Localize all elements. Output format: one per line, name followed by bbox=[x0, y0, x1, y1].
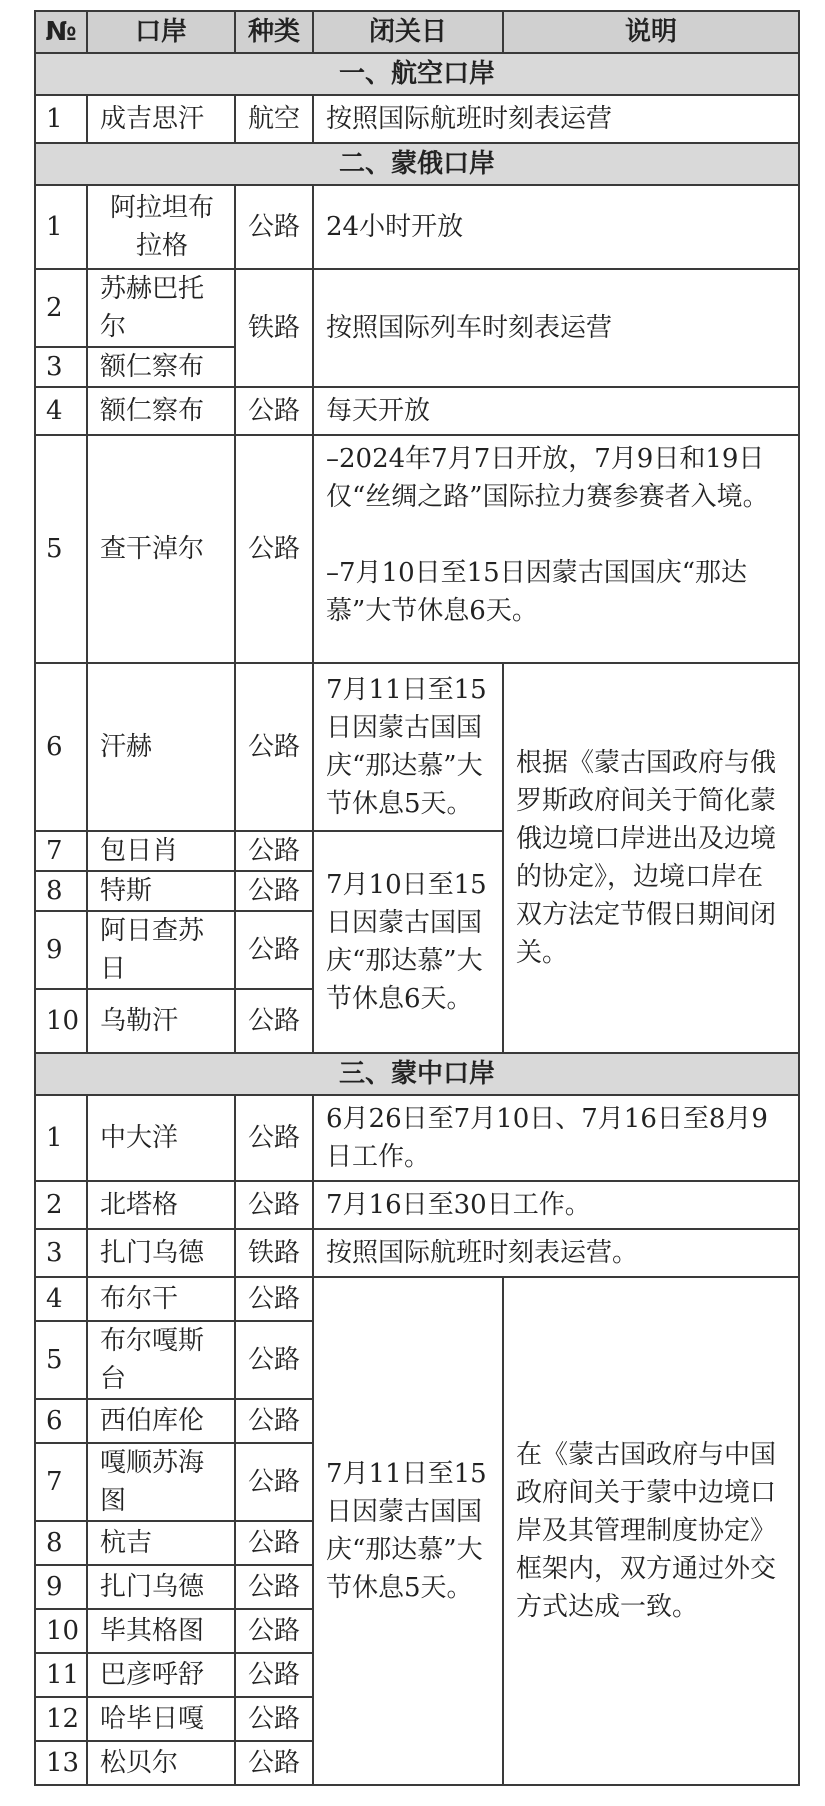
port-name: 额仁察布 bbox=[87, 387, 235, 435]
border-ports-table bbox=[34, 10, 800, 1786]
row-number: 3 bbox=[35, 1229, 87, 1277]
row-number: 2 bbox=[35, 1181, 87, 1229]
table-row bbox=[35, 1277, 799, 1321]
port-name: 包日肖 bbox=[87, 831, 235, 871]
row-number: 8 bbox=[35, 1521, 87, 1565]
port-name: 扎门乌德 bbox=[87, 1229, 235, 1277]
table-row bbox=[35, 185, 799, 269]
closing-note: 7月10日至15日因蒙古国国庆“那达慕”大节休息6天。 bbox=[313, 831, 503, 1053]
port-name: 巴彦呼舒 bbox=[87, 1653, 235, 1697]
port-name: 阿拉坦布拉格 bbox=[87, 185, 235, 269]
port-type: 公路 bbox=[235, 1321, 313, 1399]
port-type: 铁路 bbox=[235, 269, 313, 387]
port-type: 公路 bbox=[235, 1609, 313, 1653]
header-row bbox=[35, 11, 799, 53]
port-name: 布尔干 bbox=[87, 1277, 235, 1321]
row-number: 6 bbox=[35, 663, 87, 831]
row-number: 7 bbox=[35, 831, 87, 871]
closing-note: 按照国际航班时刻表运营 bbox=[313, 95, 799, 143]
port-name: 苏赫巴托尔 bbox=[87, 269, 235, 347]
port-type: 公路 bbox=[235, 989, 313, 1053]
row-number: 12 bbox=[35, 1697, 87, 1741]
row-number: 8 bbox=[35, 871, 87, 911]
port-type: 公路 bbox=[235, 1181, 313, 1229]
row-number: 13 bbox=[35, 1741, 87, 1785]
section-row bbox=[35, 143, 799, 185]
header-closing: 闭关日 bbox=[313, 11, 503, 53]
row-number: 6 bbox=[35, 1399, 87, 1443]
port-name: 哈毕日嘎 bbox=[87, 1697, 235, 1741]
table-row bbox=[35, 1095, 799, 1181]
port-type: 公路 bbox=[235, 435, 313, 663]
port-type: 公路 bbox=[235, 871, 313, 911]
port-name: 阿日查苏日 bbox=[87, 911, 235, 989]
port-name: 西伯库伦 bbox=[87, 1399, 235, 1443]
port-name: 汗赫 bbox=[87, 663, 235, 831]
closing-note-paragraph: –2024年7月7日开放，7月9日和19日仅“丝绸之路”国际拉力赛参赛者入境。 bbox=[326, 444, 769, 512]
row-number: 4 bbox=[35, 1277, 87, 1321]
table-row bbox=[35, 1229, 799, 1277]
port-name: 乌勒汗 bbox=[87, 989, 235, 1053]
port-type: 公路 bbox=[235, 1565, 313, 1609]
port-type: 公路 bbox=[235, 911, 313, 989]
port-type: 公路 bbox=[235, 831, 313, 871]
row-number: 9 bbox=[35, 1565, 87, 1609]
row-number: 7 bbox=[35, 1443, 87, 1521]
section-row bbox=[35, 1053, 799, 1095]
port-type: 公路 bbox=[235, 185, 313, 269]
row-number: 11 bbox=[35, 1653, 87, 1697]
section-title-russia: 二、蒙俄口岸 bbox=[35, 143, 799, 185]
port-name: 额仁察布 bbox=[87, 347, 235, 387]
row-number: 9 bbox=[35, 911, 87, 989]
port-type: 公路 bbox=[235, 1399, 313, 1443]
row-number: 5 bbox=[35, 435, 87, 663]
row-number: 3 bbox=[35, 347, 87, 387]
port-name: 特斯 bbox=[87, 871, 235, 911]
header-type: 种类 bbox=[235, 11, 313, 53]
port-type: 公路 bbox=[235, 1653, 313, 1697]
port-name: 成吉思汗 bbox=[87, 95, 235, 143]
closing-note: 7月11日至15日因蒙古国国庆“那达慕”大节休息5天。 bbox=[313, 663, 503, 831]
port-type: 公路 bbox=[235, 663, 313, 831]
closing-note: 按照国际航班时刻表运营。 bbox=[313, 1229, 799, 1277]
port-type: 公路 bbox=[235, 1697, 313, 1741]
port-type: 公路 bbox=[235, 1443, 313, 1521]
port-type: 公路 bbox=[235, 1521, 313, 1565]
closing-note bbox=[313, 435, 799, 663]
table-row bbox=[35, 269, 799, 347]
header-port: 口岸 bbox=[87, 11, 235, 53]
row-number: 5 bbox=[35, 1321, 87, 1399]
closing-note: 6月26日至7月10日、7月16日至8月9日工作。 bbox=[313, 1095, 799, 1181]
table-container bbox=[34, 10, 798, 1786]
section-title-china: 三、蒙中口岸 bbox=[35, 1053, 799, 1095]
row-number: 4 bbox=[35, 387, 87, 435]
port-type: 公路 bbox=[235, 1095, 313, 1181]
port-name: 布尔嘎斯台 bbox=[87, 1321, 235, 1399]
port-type: 公路 bbox=[235, 1277, 313, 1321]
header-remarks: 说明 bbox=[503, 11, 799, 53]
row-number: 1 bbox=[35, 95, 87, 143]
closing-note: 7月11日至15日因蒙古国国庆“那达慕”大节休息5天。 bbox=[313, 1277, 503, 1785]
section-row bbox=[35, 53, 799, 95]
table-row bbox=[35, 387, 799, 435]
port-type: 航空 bbox=[235, 95, 313, 143]
port-name: 松贝尔 bbox=[87, 1741, 235, 1785]
port-name: 查干淖尔 bbox=[87, 435, 235, 663]
table-row bbox=[35, 95, 799, 143]
row-number: 10 bbox=[35, 989, 87, 1053]
port-name: 北塔格 bbox=[87, 1181, 235, 1229]
port-name: 中大洋 bbox=[87, 1095, 235, 1181]
closing-note: 24小时开放 bbox=[313, 185, 799, 269]
port-type: 铁路 bbox=[235, 1229, 313, 1277]
port-name: 杭吉 bbox=[87, 1521, 235, 1565]
port-name: 扎门乌德 bbox=[87, 1565, 235, 1609]
table-row bbox=[35, 663, 799, 831]
remark-cell: 根据《蒙古国政府与俄罗斯政府间关于简化蒙俄边境口岸进出及边境的协定》，边境口岸在双方法定节假日期间闭关。 bbox=[503, 663, 799, 1053]
remark-cell: 在《蒙古国政府与中国政府间关于蒙中边境口岸及其管理制度协定》框架内，双方通过外交方式达成一致。 bbox=[503, 1277, 799, 1785]
row-number: 10 bbox=[35, 1609, 87, 1653]
closing-note-paragraph: –7月10日至15日因蒙古国国庆“那达慕”大节休息6天。 bbox=[326, 558, 748, 626]
port-type: 公路 bbox=[235, 1741, 313, 1785]
closing-note: 按照国际列车时刻表运营 bbox=[313, 269, 799, 387]
row-number: 1 bbox=[35, 185, 87, 269]
section-title-air: 一、航空口岸 bbox=[35, 53, 799, 95]
closing-note: 每天开放 bbox=[313, 387, 799, 435]
row-number: 2 bbox=[35, 269, 87, 347]
port-name: 毕其格图 bbox=[87, 1609, 235, 1653]
table-row bbox=[35, 435, 799, 663]
port-name: 嘎顺苏海图 bbox=[87, 1443, 235, 1521]
header-no: № bbox=[35, 11, 87, 53]
port-type: 公路 bbox=[235, 387, 313, 435]
row-number: 1 bbox=[35, 1095, 87, 1181]
closing-note: 7月16日至30日工作。 bbox=[313, 1181, 799, 1229]
table-row bbox=[35, 1181, 799, 1229]
